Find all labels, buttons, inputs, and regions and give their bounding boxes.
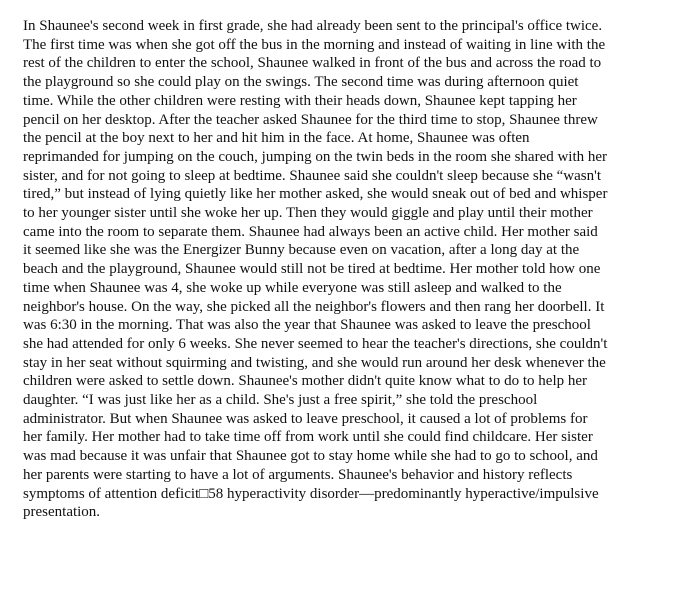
text-line: her family. Her mother had to take time off from work until she could find childcare. Her sister — [23, 429, 593, 446]
text-line: the playground so she could play on the swings. The second time was during afternoon quiet — [23, 74, 579, 91]
text-line: it seemed like she was the Energizer Bunny because even on vacation, after a long day at the — [23, 242, 580, 259]
text-line: beach and the playground, Shaunee would still not be tired at bedtime. Her mother told how one — [23, 261, 601, 278]
text-line: tired,” but instead of lying quietly like her mother asked, she would sneak out of bed and whisper — [23, 186, 608, 203]
text-line: was mad because it was unfair that Shaunee got to stay home while she had to go to school, and — [23, 448, 598, 465]
text-line: pencil on her desktop. After the teacher asked Shaunee for the third time to stop, Shaunee threw — [23, 111, 598, 128]
text-line: reprimanded for jumping on the couch, jumping on the twin beds in the room she shared with her — [23, 148, 608, 165]
text-line: rest of the children to enter the school, Shaunee walked in front of the bus and across the road to — [23, 55, 602, 72]
text-line: her parents were starting to have a lot of arguments. Shaunee's behavior and history reflects — [23, 466, 573, 483]
text-line: to her younger sister until she woke her up. Then they would giggle and play until their mother — [23, 205, 593, 222]
text-line: The first time was when she got off the bus in the morning and instead of waiting in line with the — [23, 36, 606, 53]
case-study-paragraph — [23, 17, 663, 522]
text-line: time. While the other children were resting with their heads down, Shaunee kept tapping her — [23, 92, 577, 109]
text-line: the pencil at the boy next to her and hit him in the face. At home, Shaunee was often — [23, 130, 530, 147]
document-page — [23, 17, 663, 522]
text-line: sister, and for not going to sleep at bedtime. Shaunee said she couldn't sleep because she “wasn't — [23, 167, 601, 184]
text-line: children were asked to settle down. Shaunee's mother didn't quite know what to do to help her — [23, 373, 588, 390]
text-line: symptoms of attention deficit□58 hyperactivity disorder—predominantly hyperactive/impulsive — [23, 485, 599, 502]
text-line: time when Shaunee was 4, she woke up while everyone was still asleep and walked to the — [23, 279, 562, 296]
text-line: came into the room to separate them. Shaunee had always been an active child. Her mother said — [23, 223, 598, 240]
text-line: daughter. “I was just like her as a child. She's just a free spirit,” she told the preschool — [23, 392, 538, 409]
text-line: In Shaunee's second week in first grade, she had already been sent to the principal's office twice. — [23, 18, 603, 34]
text-line: stay in her seat without squirming and twisting, and she would run around her desk whenever the — [23, 354, 606, 371]
text-line: neighbor's house. On the way, she picked all the neighbor's flowers and then rang her doorbell. It — [23, 298, 605, 315]
text-line: was 6:30 in the morning. That was also the year that Shaunee was asked to leave the preschool — [23, 317, 591, 334]
text-line: presentation. — [23, 504, 101, 521]
text-line: she had attended for only 6 weeks. She never seemed to hear the teacher's directions, she couldn't — [23, 335, 608, 352]
text-line: administrator. But when Shaunee was asked to leave preschool, it caused a lot of problems for — [23, 410, 588, 427]
